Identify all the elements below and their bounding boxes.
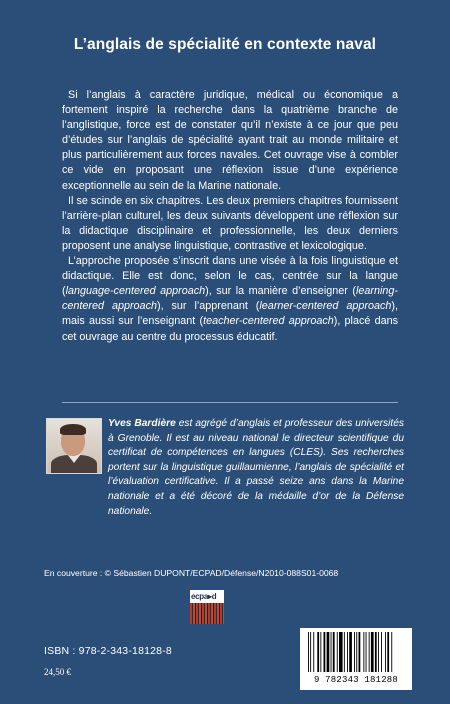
- book-title: L’anglais de spécialité en contexte naval: [73, 36, 377, 53]
- italic-term: language-centered approach: [65, 285, 206, 298]
- italic-term: learner-centered approach: [259, 300, 392, 313]
- text-run: ), mais aussi sur l’enseignant (: [62, 300, 398, 328]
- divider: [62, 402, 398, 403]
- text-run: ), sur la manière d’enseigner (: [205, 285, 356, 298]
- barcode-bars: [306, 632, 406, 674]
- text-run: Il se scinde en six chapitres. Les deux premiers chapitres fournissent l’arrière-plan culturel, les deux suivants développent une réflexion sur la didactique disciplinaire et professionnelle, les deux derniers proposent une analyse linguistique, contrastive et lexicologique.: [62, 194, 398, 252]
- cover-credit: En couverture : © Sébastien DUPONT/ECPAD/Défense/N2010-088S01-0068: [44, 568, 339, 578]
- barcode: [300, 628, 412, 690]
- text-run: ), placé dans cet ouvrage au centre du processus éducatif.: [62, 315, 398, 343]
- isbn: ISBN : 978-2-343-18128-8: [44, 645, 172, 657]
- summary-paragraph: [62, 254, 398, 345]
- author-bio-text: est agrégé d’anglais et professeur des universités à Grenoble. Il est au niveau national le directeur scientifique du certificat de compétences en langues (CLES). Ses recherches portent sur la linguistique guillaumienne, l’anglais de spécialité et l’évaluation certificative. Il a passé seize ans dans la Marine nationale et a été décoré de la médaille d’or de la Défense nationale.: [108, 418, 404, 517]
- text-run: L’approche proposée s’inscrit dans une visée à la fois linguistique et didactique. Elle est donc, selon le cas, centrée sur la langue (: [62, 255, 398, 298]
- summary-text: [62, 88, 398, 345]
- ecpad-logo: [190, 590, 224, 624]
- author-bio: [108, 417, 404, 519]
- author-photo: [46, 418, 102, 474]
- text-run: ), sur l’apprenant (: [156, 300, 260, 313]
- ecpad-logo-text: ecpa▸d: [191, 592, 217, 601]
- author-name: Yves Bardière: [108, 418, 176, 429]
- italic-term: teacher-centered approach: [203, 315, 334, 328]
- summary-paragraph: [62, 88, 398, 194]
- text-run: Si l’anglais à caractère juridique, médical ou économique a fortement inspiré la recherche dans la quatrième branche de l’anglistique, force est de constater qu’il n’existe à ce jour que peu d’études sur l’anglais de spécialité ayant trait au monde militaire et plus particulièrement aux forces navales. Cet ouvrage vise à combler ce vide en proposant une réflexion issue d’une expérience exceptionnelle au sein de la Marine nationale.: [62, 89, 398, 192]
- summary-paragraph: [62, 194, 398, 254]
- barcode-digits: 9 782343 181288: [313, 675, 398, 685]
- price: 24,50 €: [44, 667, 71, 677]
- italic-term: learning-centered approach: [62, 285, 398, 313]
